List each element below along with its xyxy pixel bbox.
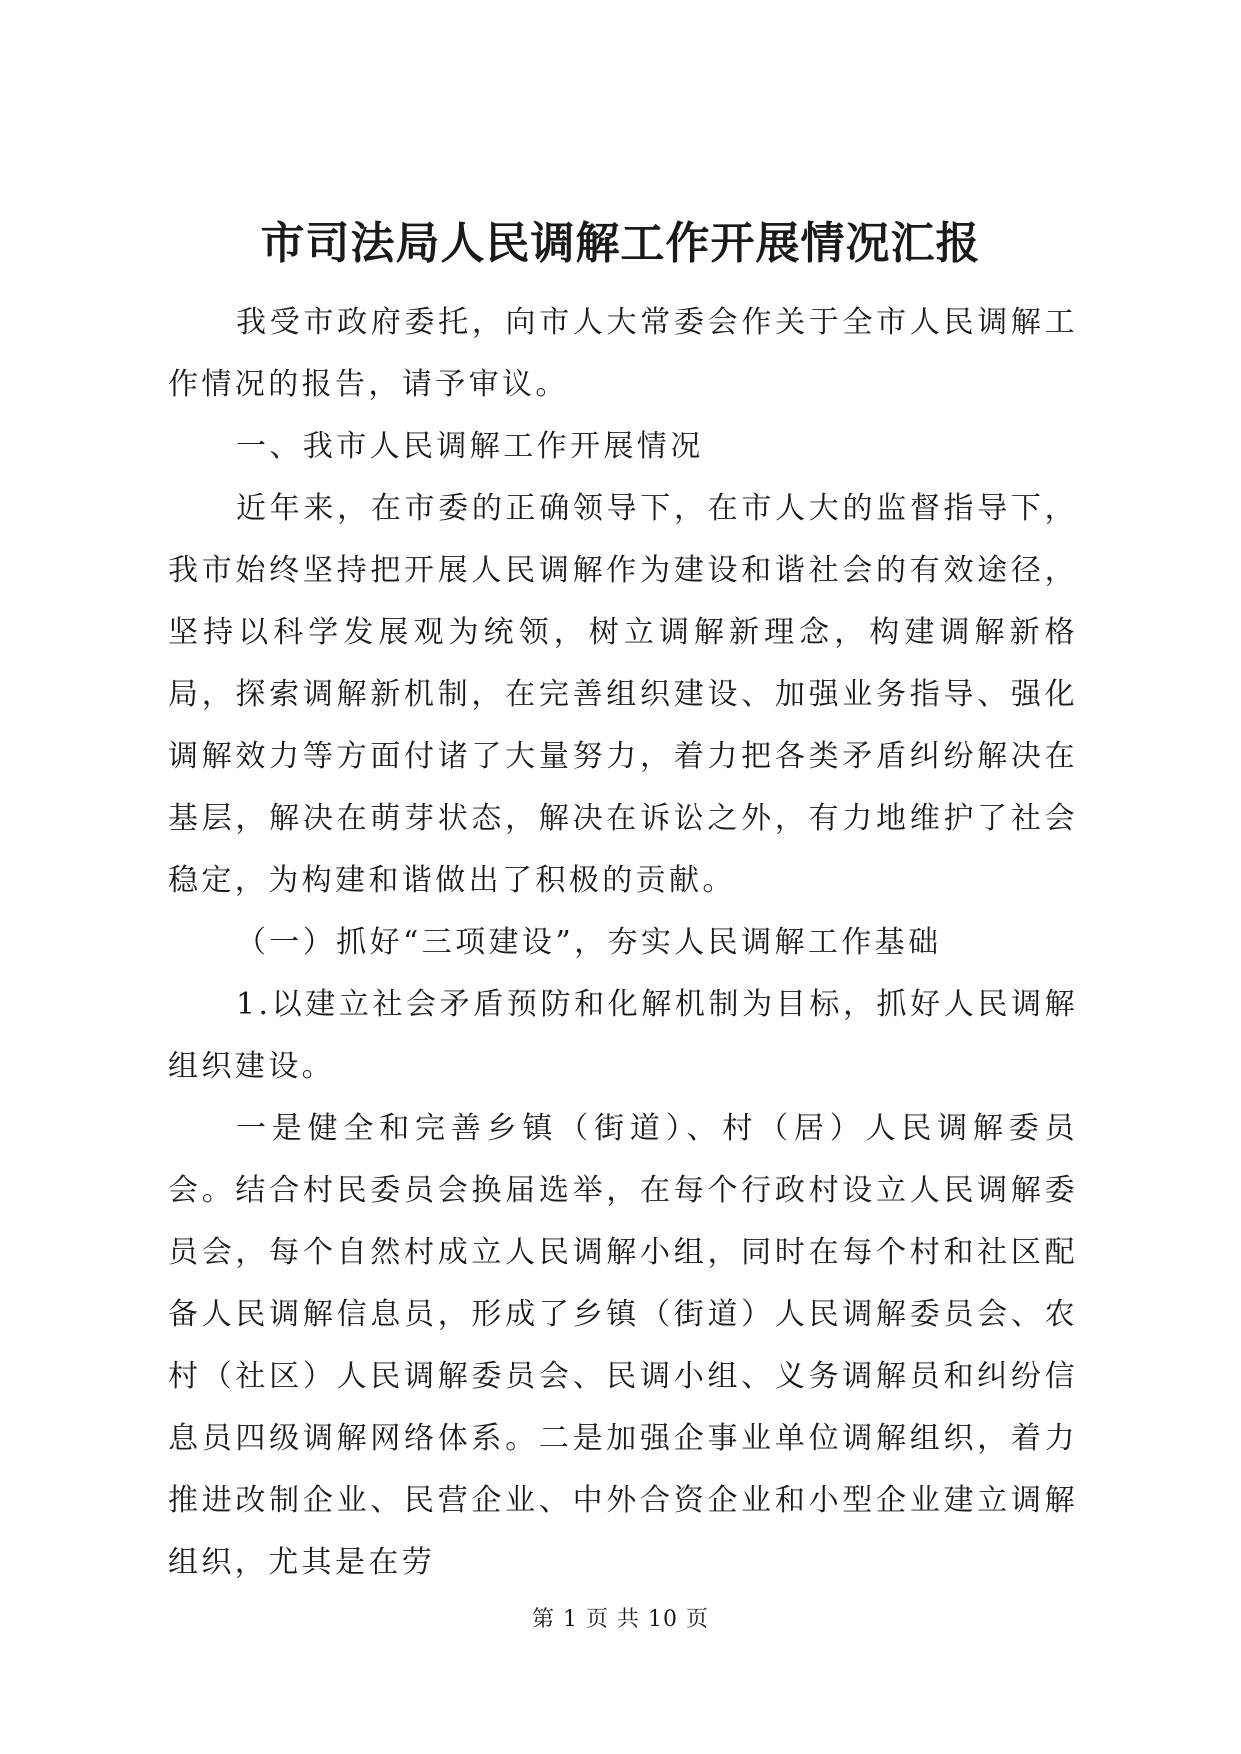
document-title: 市司法局人民调解工作开展情况汇报 [260, 218, 981, 269]
page-footer: 第 1 页 共 10 页 [532, 1607, 709, 1632]
section-heading-1: 一、我市人民调解工作开展情况 [236, 429, 704, 464]
paragraph-overview: 近年来，在市委的正确领导下，在市人大的监督指导下，我市始终坚持把开展人民调解作为建设和谐社会的有效途径，坚持以科学发展观为统领，树立调解新理念，构建调解新格局，探索调解新机制，在完善组织建设、加强业务指导、强化调解效力等方面付诸了大量努力，着力把各类矛盾纠纷解决在基层，解决在萌芽状态，解决在诉讼之外，有力地维护了社会稳定，为构建和谐做出了积极的贡献。 [168, 491, 1078, 898]
paragraph-details: 一是健全和完善乡镇（街道）、村（居）人民调解委员会。结合村民委员会换届选举，在每个行政村设立人民调解委员会，每个自然村成立人民调解小组，同时在每个村和社区配备人民调解信息员，形成了乡镇（街道）人民调解委员会、农村（社区）人民调解委员会、民调小组、义务调解员和纠纷信息员四级调解网络体系。二是加强企事业单位调解组织，着力推进改制企业、民营企业、中外合资企业和小型企业建立调解组织，尤其是在劳 [168, 1111, 1078, 1580]
subsection-heading-1: （一）抓好“三项建设”，夯实人民调解工作基础 [236, 925, 942, 960]
document-body [168, 292, 1078, 1594]
paragraph-item-1: 1.以建立社会矛盾预防和化解机制为目标，抓好人民调解组织建设。 [168, 987, 1078, 1084]
paragraph-intro: 我受市政府委托，向市人大常委会作关于全市人民调解工作情况的报告，请予审议。 [168, 305, 1078, 402]
